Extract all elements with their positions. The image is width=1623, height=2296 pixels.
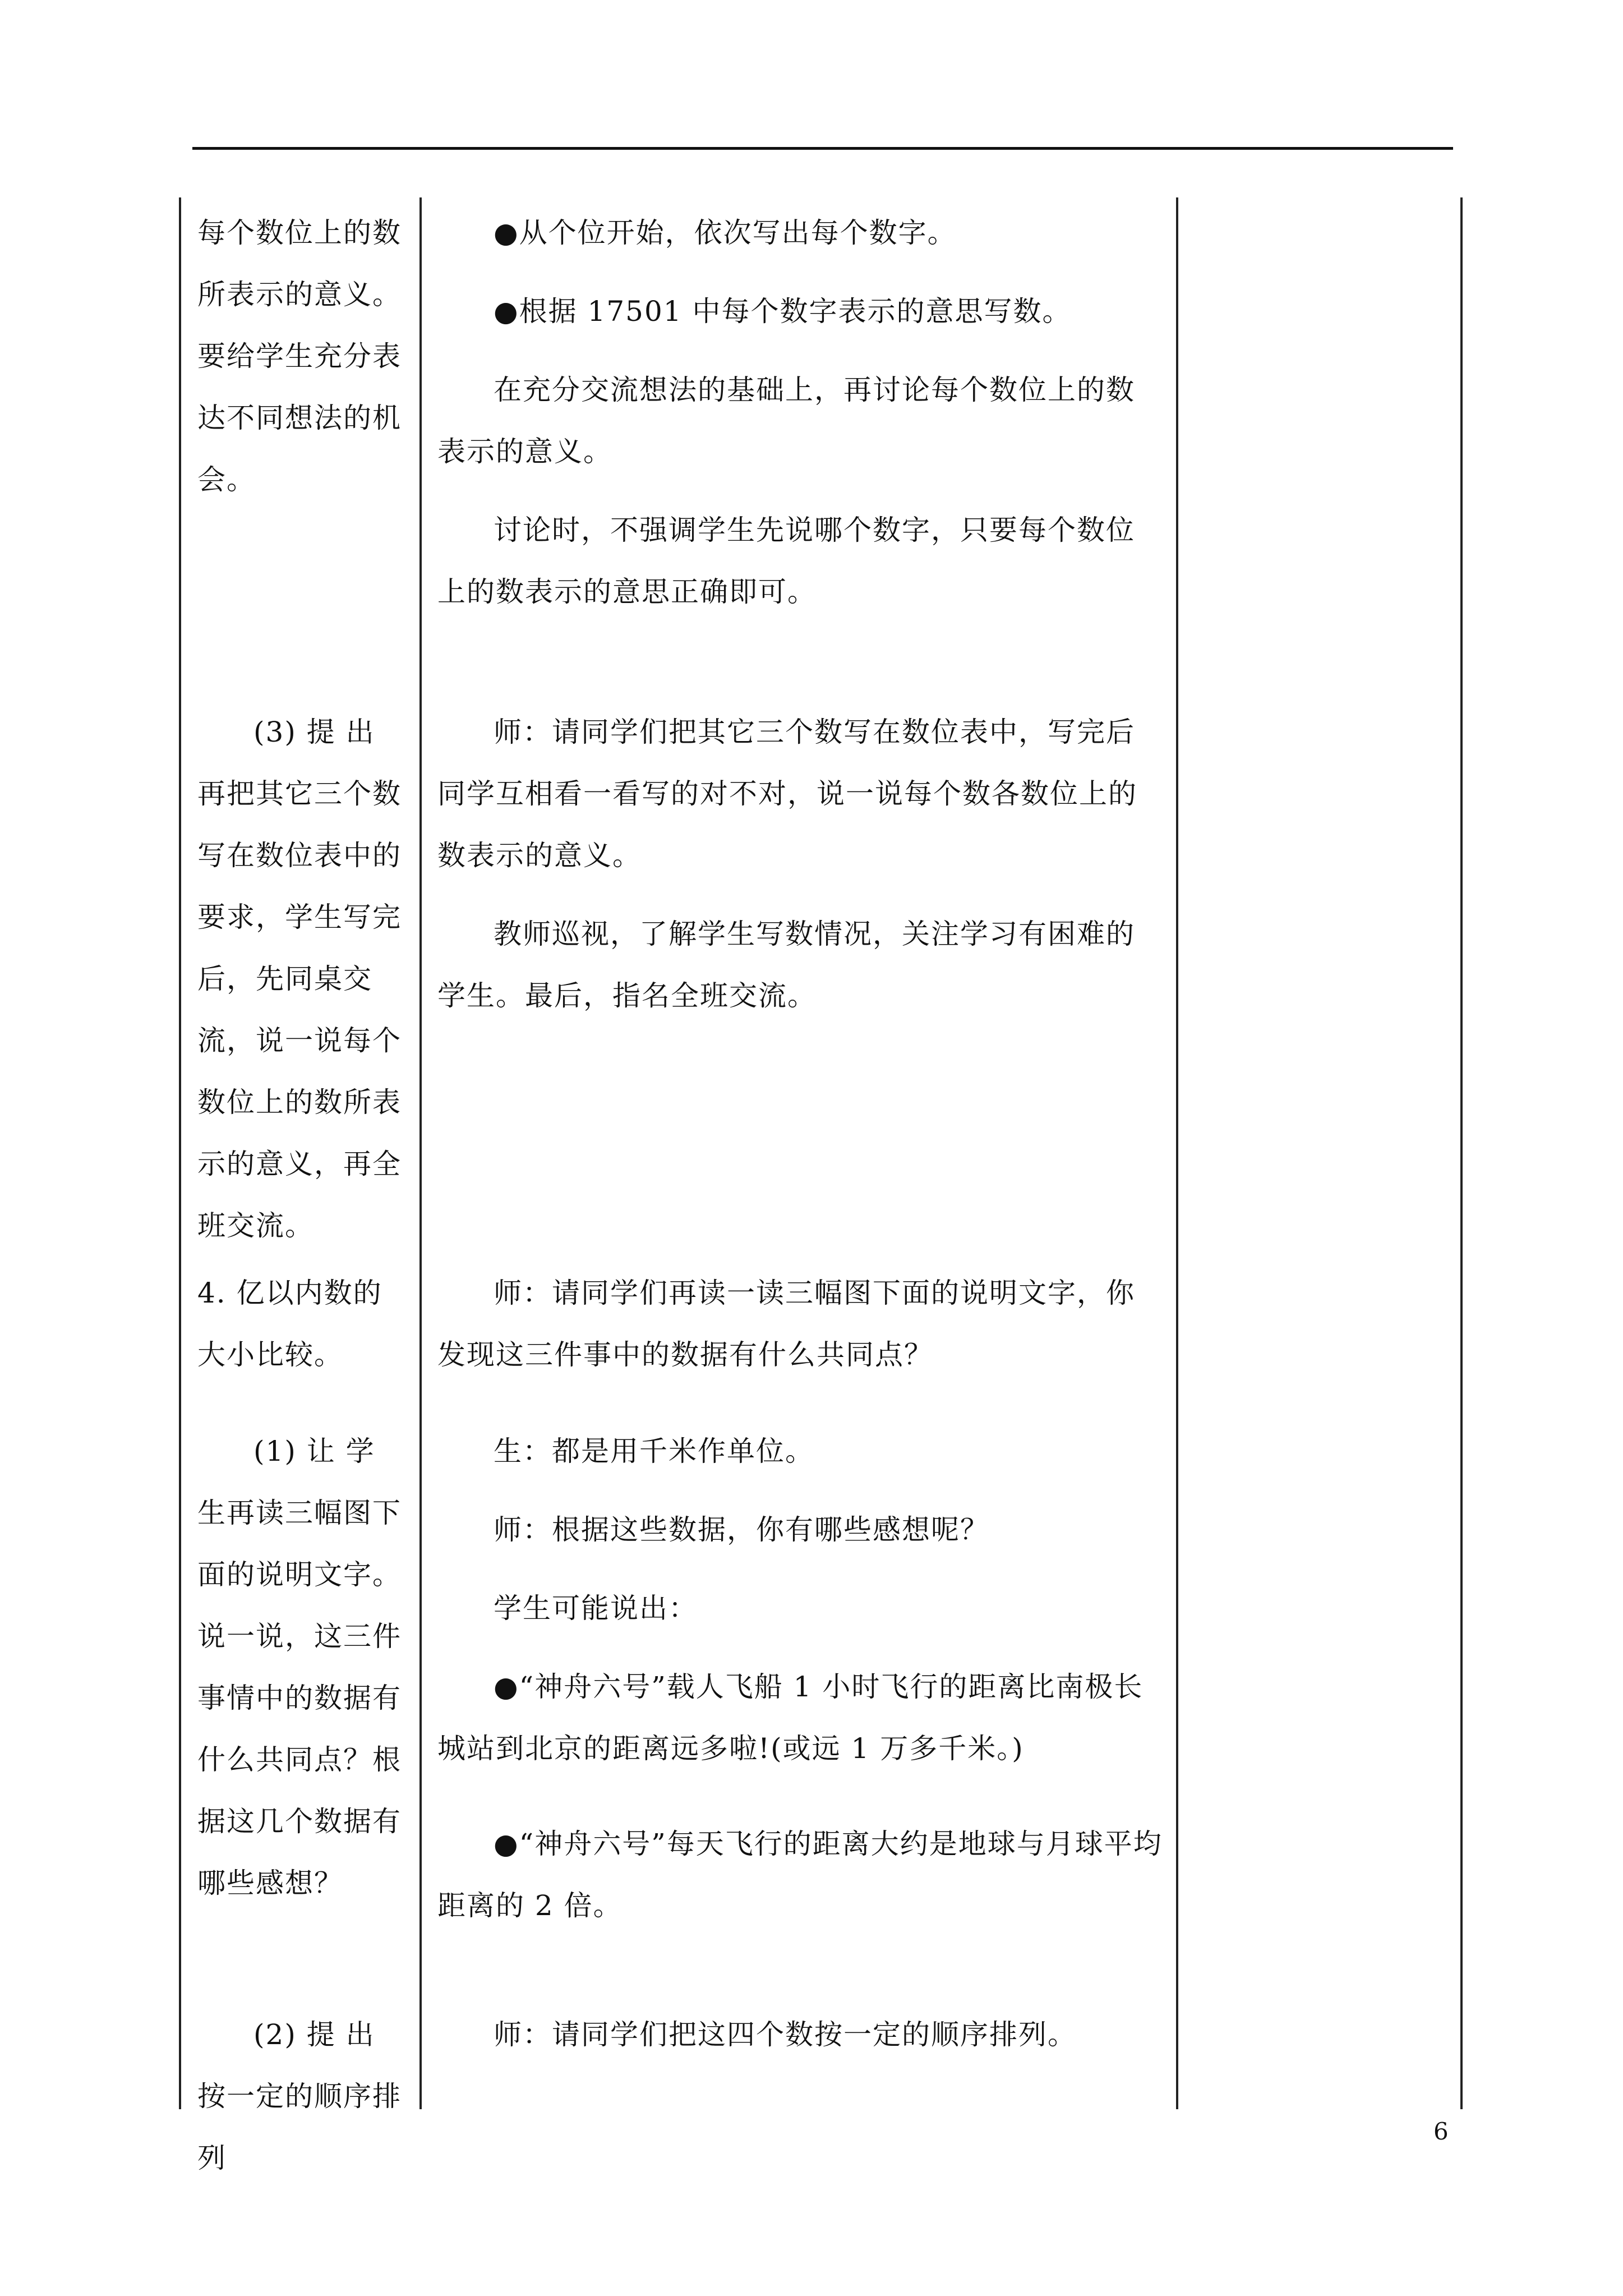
mid-paragraph-9: 师：根据这些数据，你有哪些感想呢？	[494, 1513, 989, 1546]
page-number: 6	[1433, 2118, 1449, 2145]
table-divider-2	[1176, 197, 1178, 2109]
mid-paragraph-3: 在充分交流想法的基础上，再讨论每个数位上的数表示的意义。	[437, 374, 1135, 468]
mid-paragraph-8: 生：都是用千米作单位。	[494, 1435, 814, 1467]
left-paragraph-3: 4. 亿以内数的大小比较。	[197, 1277, 382, 1371]
left-paragraph-1: 每个数位上的数所表示的意义。要给学生充分表达不同想法的机会。	[197, 217, 402, 496]
mid-paragraph-12: ●“神舟六号”每天飞行的距离大约是地球与月球平均距离的 2 倍。	[437, 1828, 1163, 1922]
mid-paragraph-2: ●根据 17501 中每个数字表示的意思写数。	[494, 295, 1072, 328]
mid-paragraph-11: ●“神舟六号”载人飞船 1 小时飞行的距离比南极长城站到北京的距离远多啦!(或远 1 万多千米。)	[437, 1671, 1144, 1765]
mid-paragraph-4: 讨论时，不强调学生先说哪个数字，只要每个数位上的数表示的意思正确即可。	[437, 514, 1135, 608]
table-border-right	[1460, 197, 1463, 2109]
table-divider-1	[419, 197, 422, 2109]
mid-paragraph-7: 师：请同学们再读一读三幅图下面的说明文字，你发现这三件事中的数据有什么共同点？	[437, 1277, 1135, 1371]
mid-paragraph-10: 学生可能说出：	[494, 1592, 698, 1625]
teaching-process-column	[437, 197, 1164, 2109]
design-intent-column	[197, 197, 411, 2174]
left-paragraph-2: (3) 提 出 再把其它三个数写在数位表中的要求，学生写完后，先同桌交流，说一说每个数位上的数所表示的意义，再全班交流。	[197, 716, 402, 1242]
mid-paragraph-1: ●从个位开始，依次写出每个数字。	[494, 217, 957, 249]
left-paragraph-5: (2) 提 出 按一定的顺序排列	[197, 2018, 402, 2174]
left-paragraph-4: (1) 让 学 生再读三幅图下面的说明文字。说一说，这三件事情中的数据有什么共同点？根据这几个数据有哪些感想？	[197, 1435, 402, 1899]
mid-paragraph-5: 师：请同学们把其它三个数写在数位表中，写完后同学互相看一看写的对不对，说一说每个数各数位上的数表示的意义。	[437, 716, 1137, 872]
table-border-left	[179, 197, 181, 2109]
mid-paragraph-6: 教师巡视，了解学生写数情况，关注学习有困难的学生。最后，指名全班交流。	[437, 918, 1135, 1012]
header-rule	[192, 147, 1453, 150]
mid-paragraph-13: 师：请同学们把这四个数按一定的顺序排列。	[494, 2018, 1077, 2051]
